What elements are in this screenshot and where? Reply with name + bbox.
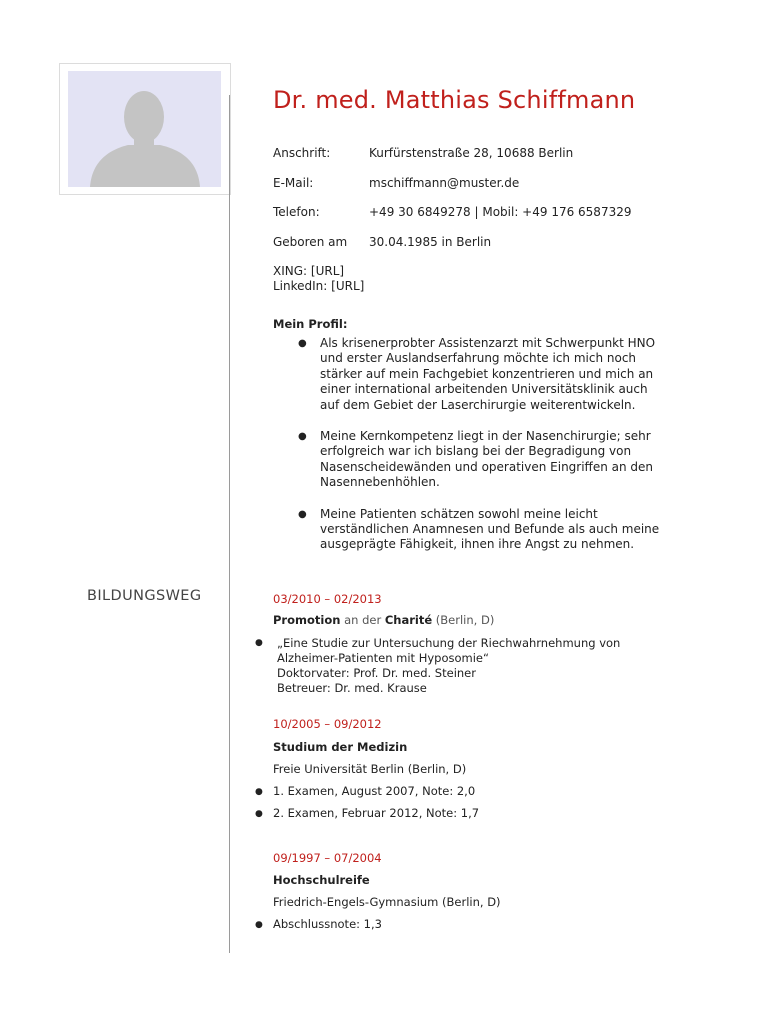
profile-line: und erster Auslandserfahrung möchte ich mich noch	[320, 351, 637, 366]
linkedin-link[interactable]: LinkedIn: [URL]	[273, 279, 365, 293]
vertical-divider	[229, 95, 230, 953]
entry-date: 10/2005 – 09/2012	[273, 717, 382, 731]
institution-name: Charité	[384, 613, 433, 627]
contact-label: Geboren am	[273, 235, 348, 249]
entry-date: 03/2010 – 02/2013	[273, 592, 382, 606]
profile-line: Nasenscheidewänden und operativen Eingriffen an den	[320, 459, 654, 474]
list-item	[298, 507, 698, 553]
profile-line: ausgeprägte Fähigkeit, ihnen ihre Angst zu nehmen.	[320, 537, 635, 552]
candidate-name: Dr. med. Matthias Schiffmann	[273, 86, 636, 114]
thesis-line: Alzheimer-Patienten mit Hyposomie“	[277, 651, 489, 665]
degree-title: Promotion	[273, 613, 341, 627]
bullet-icon: ●	[255, 787, 263, 797]
degree-connector: an der	[340, 613, 385, 627]
contact-label: Telefon:	[273, 205, 320, 219]
contact-label: E-Mail:	[273, 176, 314, 190]
list-item: Abschlussnote: 1,3	[273, 917, 382, 931]
profile-photo-frame	[59, 63, 231, 195]
contact-value: +49 30 6849278 | Mobil: +49 176 6587329	[369, 205, 632, 219]
xing-link[interactable]: XING: [URL]	[273, 264, 345, 278]
list-item: 1. Examen, August 2007, Note: 2,0	[273, 784, 476, 798]
profile-line: Als krisenerprobter Assistenzarzt mit Schwerpunkt HNO	[320, 336, 656, 350]
institution-location: (Berlin, D)	[432, 613, 495, 627]
profile-line: auf dem Gebiet der Laserchirurgie weiterentwickeln.	[320, 397, 636, 412]
profile-line: erfolgreich war ich bislang bei der Begradigung von	[320, 444, 632, 459]
list-item	[298, 336, 698, 413]
profile-line: Nasennebenhöhlen.	[320, 475, 440, 490]
bullet-icon: ●	[298, 338, 307, 349]
bullet-icon: ●	[255, 638, 263, 648]
profile-heading: Mein Profil:	[273, 317, 348, 331]
bullet-icon: ●	[298, 508, 307, 520]
contact-value: Kurfürstenstraße 28, 10688 Berlin	[369, 146, 574, 160]
email-link[interactable]: mschiffmann@muster.de	[369, 176, 520, 190]
entry-degree: Hochschulreife	[273, 873, 370, 887]
profile-line: verständlichen Anamnesen und Befunde als auch meine	[320, 522, 660, 537]
bullet-icon: ●	[255, 920, 263, 930]
bullet-icon: ●	[298, 431, 307, 443]
section-title-education: BILDUNGSWEG	[87, 588, 202, 604]
profile-line: Meine Patienten schätzen sowohl meine leicht	[320, 506, 598, 521]
profile-line: stärker auf mein Fachgebiet konzentrieren und mich an	[320, 366, 654, 381]
profile-list	[298, 336, 698, 569]
person-silhouette-icon	[68, 71, 221, 187]
contact-label: Anschrift:	[273, 146, 331, 160]
list-item	[298, 429, 698, 491]
entry-institution: Freie Universität Berlin (Berlin, D)	[273, 762, 467, 776]
entry-institution: Friedrich-Engels-Gymnasium (Berlin, D)	[273, 895, 501, 909]
thesis-line: „Eine Studie zur Untersuchung der Riechwahrnehmung von	[277, 636, 621, 650]
contact-value: 30.04.1985 in Berlin	[369, 235, 492, 249]
profile-line: Meine Kernkompetenz liegt in der Nasenchirurgie; sehr	[320, 429, 651, 444]
bullet-icon: ●	[255, 809, 263, 819]
profile-photo	[68, 71, 221, 187]
entry-degree	[273, 613, 494, 627]
entry-degree: Studium der Medizin	[273, 740, 408, 754]
thesis-line: Betreuer: Dr. med. Krause	[277, 681, 427, 695]
entry-date: 09/1997 – 07/2004	[273, 851, 382, 865]
profile-line: einer international arbeitenden Universitätsklinik auch	[320, 382, 648, 397]
thesis-line: Doktorvater: Prof. Dr. med. Steiner	[277, 666, 476, 680]
list-item: 2. Examen, Februar 2012, Note: 1,7	[273, 806, 480, 820]
